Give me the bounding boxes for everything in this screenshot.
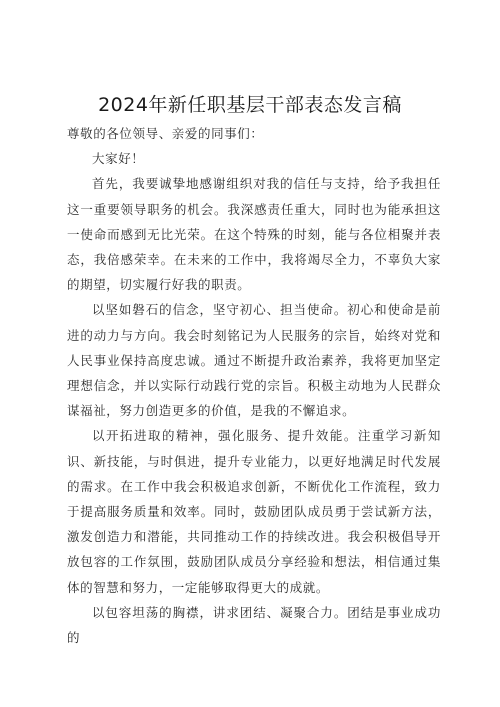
document-body bbox=[67, 121, 441, 650]
document-title: 2024年新任职基层干部表态发言稿 bbox=[98, 94, 402, 116]
paragraph-original-mission: 以坚如磐石的信念，坚守初心、担当使命。初心和使命是前进的动力与方向。我会时刻铭记为人民服务的宗旨，始终对党和人民事业保持高度忠诚。通过不断提升政治素养，我将更加坚定理想信念，并以实际行动践行党的宗旨。积极主动地为人民群众谋福祉，努力创造更多的价值，是我的不懈追求。 bbox=[67, 302, 441, 419]
paragraph-gratitude: 首先，我要诚挚地感谢组织对我的信任与支持，给予我担任这一重要领导职务的机会。我深感责任重大，同时也为能承担这一使命而感到无比光荣。在这个特殊的时刻，能与各位相聚并表态，我倍感荣幸。在未来的工作中，我将竭尽全力，不辜负大家的期望，切实履行好我的职责。 bbox=[67, 176, 441, 293]
greeting: 大家好！ bbox=[92, 151, 145, 167]
paragraph-unity: 以包容坦荡的胸襟，讲求团结、凝聚合力。团结是事业成功的 bbox=[67, 604, 441, 646]
paragraph-service-efficiency: 以开拓进取的精神，强化服务、提升效能。注重学习新知识、新技能，与时俱进，提升专业能力，以更好地满足时代发展的需求。在工作中我会积极追求创新，不断优化工作流程，致力于提高服务质量和效率。同时，鼓励团队成员勇于尝试新方法，激发创造力和潜能，共同推动工作的持续改进。我会积极倡导开放包容的工作氛围，鼓励团队成员分享经验和想法，相信通过集体的智慧和努力，一定能够取得更大的成就。 bbox=[67, 428, 441, 595]
salutation: 尊敬的各位领导、亲爱的同事们： bbox=[67, 126, 264, 141]
